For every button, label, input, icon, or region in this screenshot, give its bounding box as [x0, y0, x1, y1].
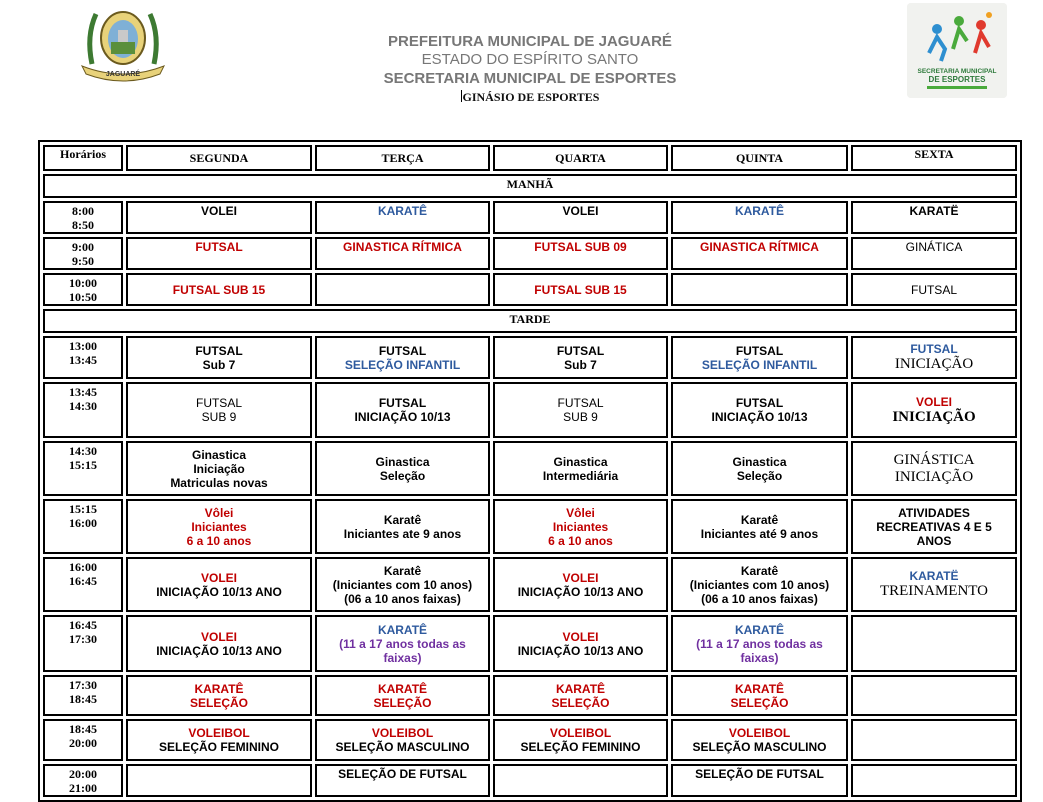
table-row: [43, 557, 1017, 612]
activity-text: FUTSAL SUB 09: [534, 240, 627, 254]
column-header-sexta: SEXTA: [851, 145, 1017, 171]
schedule-cell: [126, 382, 312, 438]
time-value: 9:50: [72, 254, 94, 268]
activity-text: 6 a 10 anos: [548, 533, 613, 548]
section-label-morning: MANHÃ: [43, 174, 1017, 198]
schedule-cell: [126, 441, 312, 496]
activity-text: SELEÇÃO FEMININO: [158, 740, 279, 754]
activity-text: RECREATIVAS 4 E 5: [876, 519, 992, 534]
schedule-cell: [493, 764, 668, 797]
activity-text: (Iniciantes com 10 anos): [332, 577, 473, 592]
schedule-cell: [671, 237, 848, 270]
time-value: 9:00: [72, 240, 94, 254]
activity-text: faixas): [740, 650, 779, 665]
activity-text: 6 a 10 anos: [186, 533, 252, 548]
schedule-cell: [851, 441, 1017, 496]
table-row: [43, 273, 1017, 306]
activity-text: FUTSAL: [195, 396, 242, 410]
table-row: [43, 615, 1017, 672]
activity-text: GINASTICA RÍTMICA: [343, 240, 462, 254]
activity-text: SELEÇÃO: [730, 695, 789, 710]
schedule-cell: [851, 615, 1017, 672]
header-state: ESTADO DO ESPÍRITO SANTO: [421, 51, 639, 68]
activity-text: ATIVIDADES: [898, 505, 970, 520]
schedule-cell: [851, 764, 1017, 797]
activity-text: FUTSAL: [557, 396, 604, 410]
schedule-cell: [493, 557, 668, 612]
time-cell: [43, 441, 123, 496]
activity-text: Iniciantes ate 9 anos: [343, 526, 462, 541]
table-row: [43, 382, 1017, 438]
activity-text: Ginastica: [553, 454, 608, 469]
schedule-cell: [671, 441, 848, 496]
activity-text: (06 a 10 anos faixas): [344, 591, 461, 606]
activity-text: Seleção: [736, 468, 783, 483]
time-value: 17:30: [69, 678, 97, 692]
activity-text: INICIAÇÃO 10/13: [711, 410, 808, 424]
activity-text: SELEÇÃO DE FUTSAL: [338, 767, 467, 781]
schedule-cell: [851, 719, 1017, 761]
schedule-cell: [671, 273, 848, 306]
activity-text: Karatê: [383, 563, 422, 578]
activity-text: VOLEI: [562, 570, 599, 585]
activity-text: Vôlei: [204, 505, 234, 520]
time-value: 20:00: [69, 767, 97, 781]
activity-text: KARATÊ: [734, 204, 785, 218]
time-cell: [43, 719, 123, 761]
activity-text: KARATË: [909, 204, 959, 218]
activity-text: Seleção: [379, 468, 426, 483]
activity-text: Iniciantes: [552, 519, 609, 534]
table-row: [43, 336, 1017, 379]
time-value: 13:45: [69, 385, 97, 399]
schedule-cell: [315, 237, 490, 270]
activity-text: INICIAÇÃO 10/13 ANO: [517, 584, 644, 599]
time-value: 20:00: [69, 736, 97, 750]
activity-text: Ginastica: [732, 454, 787, 469]
activity-text: GINÁTICA: [905, 240, 963, 254]
activity-text: INICIAÇÃO: [892, 408, 976, 425]
activity-text: SELEÇÃO: [373, 695, 432, 710]
header-venue: GINÁSIO DE ESPORTES: [462, 90, 600, 104]
schedule-cell: [493, 615, 668, 672]
activity-text: Iniciação: [193, 461, 245, 476]
schedule-cell: [671, 336, 848, 379]
time-cell: [43, 273, 123, 306]
activity-text: INICIAÇÃO 10/13: [354, 410, 451, 424]
schedule-cell: [493, 382, 668, 438]
activity-text: Matriculas novas: [170, 475, 268, 490]
municipal-crest-logo: [78, 6, 168, 82]
activity-text: SELEÇÃO INFANTIL: [701, 357, 818, 372]
schedule-cell: [126, 764, 312, 797]
activity-text: Vôlei: [566, 505, 595, 520]
table-row: [43, 237, 1017, 270]
schedule-cell: [851, 675, 1017, 716]
time-cell: [43, 237, 123, 270]
activity-text: KARATÊ: [734, 681, 785, 696]
activity-text: VOLEI: [200, 570, 237, 585]
secretaria-esportes-logo: [907, 3, 1007, 98]
schedule-cell: [851, 201, 1017, 234]
schedule-cell: [671, 201, 848, 234]
activity-text: VOLEI: [562, 204, 599, 218]
schedule-cell: [315, 615, 490, 672]
schedule-cell: [315, 719, 490, 761]
table-row: [43, 441, 1017, 496]
schedule-cell: [126, 557, 312, 612]
table-row: [43, 764, 1017, 797]
schedule-table: [38, 140, 1022, 802]
time-value: 16:00: [69, 516, 97, 530]
time-value: 8:00: [72, 204, 94, 218]
time-cell: [43, 764, 123, 797]
time-value: 14:30: [69, 444, 97, 458]
activity-text: Karatê: [740, 563, 779, 578]
header-department: SECRETARIA MUNICIPAL DE ESPORTES: [383, 70, 677, 87]
schedule-cell: [126, 336, 312, 379]
activity-text: FUTSAL: [378, 396, 427, 410]
activity-text: KARATË: [909, 569, 959, 583]
time-value: 16:45: [69, 574, 97, 588]
schedule-cell: [851, 499, 1017, 554]
time-value: 10:00: [69, 276, 97, 290]
schedule-cell: [315, 557, 490, 612]
activity-text: Karatê: [740, 512, 779, 527]
schedule-cell: [126, 719, 312, 761]
activity-text: Iniciantes até 9 anos: [700, 526, 819, 541]
svg-text:SECRETARIA MUNICIPAL: SECRETARIA MUNICIPAL: [917, 68, 997, 75]
schedule-cell: [126, 237, 312, 270]
time-value: 10:50: [69, 290, 97, 304]
activity-text: SELEÇÃO INFANTIL: [344, 357, 461, 372]
schedule-cell: [671, 615, 848, 672]
activity-text: FUTSAL: [910, 282, 957, 297]
activity-text: INICIAÇÃO: [894, 356, 974, 372]
schedule-cell: [315, 273, 490, 306]
time-value: 15:15: [69, 458, 97, 472]
activity-text: VOLEI: [915, 394, 952, 409]
schedule-cell: [851, 336, 1017, 379]
activity-text: VOLEIBOL: [371, 726, 434, 740]
activity-text: KARATÊ: [377, 204, 428, 218]
time-cell: [43, 675, 123, 716]
activity-text: SELEÇÃO DE FUTSAL: [695, 767, 824, 781]
schedule-cell: [126, 499, 312, 554]
activity-text: Ginastica: [191, 447, 247, 462]
activity-text: FUTSAL: [556, 343, 605, 358]
activity-text: KARATÊ: [377, 622, 428, 637]
time-value: 13:00: [69, 339, 97, 353]
header-row: [43, 145, 1017, 171]
activity-text: INICIAÇÃO 10/13 ANO: [517, 643, 644, 658]
text-cursor: [461, 90, 462, 102]
activity-text: Intermediária: [542, 468, 619, 483]
schedule-cell: [851, 557, 1017, 612]
schedule-cell: [671, 557, 848, 612]
svg-text:DE ESPORTES: DE ESPORTES: [928, 75, 986, 84]
activity-text: VOLEI: [200, 204, 237, 218]
activity-text: FUTSAL: [735, 396, 784, 410]
schedule-cell: [851, 382, 1017, 438]
activity-text: FUTSAL: [195, 343, 243, 358]
activity-text: SELEÇÃO: [551, 695, 610, 710]
activity-text: SUB 9: [563, 410, 598, 424]
schedule-cell: [315, 499, 490, 554]
activity-text: FUTSAL: [910, 342, 958, 356]
section-row-morning: [43, 174, 1017, 198]
column-header-horarios: Horários: [43, 145, 123, 171]
time-cell: [43, 336, 123, 379]
time-value: 16:00: [69, 560, 97, 574]
activity-text: KARATÊ: [194, 681, 244, 696]
activity-text: (11 a 17 anos todas as: [696, 636, 823, 651]
schedule-cell: [493, 336, 668, 379]
time-cell: [43, 615, 123, 672]
activity-text: SELEÇÃO FEMININO: [520, 740, 641, 754]
activity-text: FUTSAL: [195, 240, 243, 254]
section-label-afternoon: TARDE: [43, 309, 1017, 333]
section-row-afternoon: [43, 309, 1017, 333]
activity-text: FUTSAL: [378, 343, 427, 358]
time-value: 16:45: [69, 618, 97, 632]
schedule-cell: [671, 499, 848, 554]
schedule-cell: [493, 201, 668, 234]
time-value: 18:45: [69, 692, 97, 706]
table-row: [43, 201, 1017, 234]
activity-text: KARATÊ: [555, 681, 606, 696]
activity-text: GINÁSTICA: [893, 451, 975, 468]
time-value: 17:30: [69, 632, 97, 646]
time-cell: [43, 201, 123, 234]
schedule-cell: [126, 615, 312, 672]
schedule-cell: [315, 382, 490, 438]
page-header: [0, 0, 1043, 140]
schedule-cell: [493, 237, 668, 270]
column-header-terça: TERÇA: [315, 145, 490, 171]
activity-text: VOLEI: [200, 629, 237, 644]
activity-text: VOLEIBOL: [549, 726, 612, 740]
schedule-cell: [315, 441, 490, 496]
table-row: [43, 675, 1017, 716]
schedule-cell: [671, 675, 848, 716]
activity-text: Ginastica: [375, 454, 430, 469]
activity-text: Karatê: [383, 512, 422, 527]
column-header-quarta: QUARTA: [493, 145, 668, 171]
activity-text: TREINAMENTO: [879, 583, 989, 599]
schedule-cell: [851, 237, 1017, 270]
activity-text: faixas): [383, 650, 422, 665]
activity-text: KARATÊ: [377, 681, 428, 696]
column-header-segunda: SEGUNDA: [126, 145, 312, 171]
time-cell: [43, 557, 123, 612]
schedule-cell: [315, 675, 490, 716]
schedule-cell: [126, 675, 312, 716]
activity-text: INICIAÇÃO 10/13 ANO: [156, 643, 282, 658]
activity-text: SELEÇÃO MASCULINO: [692, 740, 827, 754]
time-cell: [43, 382, 123, 438]
schedule-cell: [671, 764, 848, 797]
activity-text: KARATÊ: [734, 622, 785, 637]
schedule-cell: [493, 499, 668, 554]
activity-text: VOLEIBOL: [188, 726, 250, 740]
time-cell: [43, 499, 123, 554]
header-title: PREFEITURA MUNICIPAL DE JAGUARÉ: [388, 33, 672, 50]
svg-text:JAGUARÉ: JAGUARÉ: [105, 71, 141, 78]
schedule-cell: [493, 675, 668, 716]
activity-text: (11 a 17 anos todas as: [339, 636, 466, 651]
schedule-cell: [315, 764, 490, 797]
schedule-cell: [493, 719, 668, 761]
activity-text: Iniciantes: [191, 519, 247, 534]
activity-text: SUB 9: [201, 410, 237, 424]
activity-text: (Iniciantes com 10 anos): [689, 577, 830, 592]
time-value: 13:45: [69, 353, 97, 367]
schedule-cell: [315, 336, 490, 379]
activity-text: SELEÇÃO: [189, 695, 248, 710]
activity-text: (06 a 10 anos faixas): [701, 591, 818, 606]
activity-text: FUTSAL SUB 15: [534, 282, 627, 297]
activity-text: FUTSAL SUB 15: [172, 282, 266, 297]
table-row: [43, 499, 1017, 554]
schedule-cell: [851, 273, 1017, 306]
time-value: 21:00: [69, 781, 97, 795]
activity-text: GINASTICA RÍTMICA: [700, 240, 819, 254]
activity-text: FUTSAL: [735, 343, 784, 358]
time-value: 18:45: [69, 722, 97, 736]
activity-text: Sub 7: [564, 357, 597, 372]
activity-text: ANOS: [916, 533, 952, 548]
column-header-quinta: QUINTA: [671, 145, 848, 171]
schedule-cell: [493, 273, 668, 306]
activity-text: INICIAÇÃO: [894, 468, 974, 485]
time-value: 14:30: [69, 399, 97, 413]
time-value: 8:50: [72, 218, 94, 232]
activity-text: VOLEI: [562, 629, 599, 644]
activity-text: VOLEIBOL: [728, 726, 791, 740]
schedule-cell: [315, 201, 490, 234]
schedule-cell: [671, 382, 848, 438]
time-value: 15:15: [69, 502, 97, 516]
schedule-cell: [493, 441, 668, 496]
table-row: [43, 719, 1017, 761]
activity-text: INICIAÇÃO 10/13 ANO: [156, 584, 282, 599]
schedule-cell: [126, 201, 312, 234]
activity-text: Sub 7: [202, 357, 236, 372]
activity-text: SELEÇÃO MASCULINO: [335, 740, 470, 754]
schedule-cell: [126, 273, 312, 306]
schedule-cell: [671, 719, 848, 761]
